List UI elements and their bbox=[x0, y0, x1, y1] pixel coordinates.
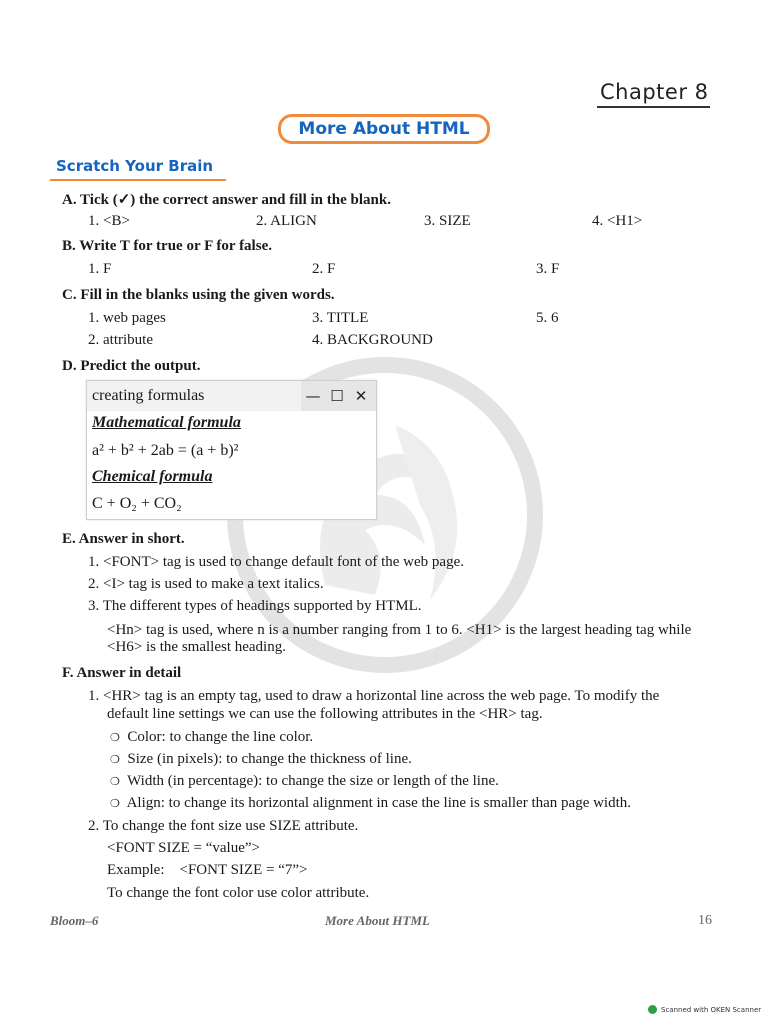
question-f-heading: F. Answer in detail bbox=[62, 665, 182, 681]
code-syntax: <FONT SIZE = “value”> bbox=[107, 840, 260, 856]
close-icon[interactable]: ✕ bbox=[354, 387, 368, 405]
chapter-title: More About HTML bbox=[298, 119, 470, 139]
math-formula-label: Mathematical formula bbox=[92, 414, 241, 431]
list-item bbox=[110, 773, 499, 790]
answer-f1-cont: default line settings we can use the following attributes in the <HR> tag. bbox=[107, 706, 543, 722]
answer-c4: 4. BACKGROUND bbox=[312, 332, 433, 348]
scanner-stamp bbox=[648, 1005, 761, 1014]
answer-e1: 1. <FONT> tag is used to change default font of the web page. bbox=[88, 554, 464, 570]
bullet-text: Color: to change the line color. bbox=[127, 729, 314, 745]
bullet-icon: ❍ bbox=[110, 753, 120, 766]
scanner-text: Scanned with OKEN Scanner bbox=[661, 1005, 762, 1014]
section-heading: Scratch Your Brain bbox=[56, 157, 214, 175]
section-underline bbox=[50, 179, 226, 181]
bullet-text: Align: to change its horizontal alignment in case the line is smaller than page width. bbox=[126, 795, 632, 811]
answer-a3: 3. SIZE bbox=[424, 213, 471, 229]
answer-a4: 4. <H1> bbox=[592, 213, 643, 229]
code-example: Example: <FONT SIZE = “7”> bbox=[107, 862, 308, 878]
answer-e3-detail: <Hn> tag is used, where n is a number ranging from 1 to 6. <H1> is the largest heading tag while bbox=[107, 622, 692, 638]
minimize-icon[interactable]: — bbox=[305, 387, 321, 405]
answer-c2: 2. attribute bbox=[88, 332, 153, 348]
scanner-logo-icon bbox=[648, 1005, 657, 1014]
question-d-heading: D. Predict the output. bbox=[62, 358, 201, 374]
window-controls bbox=[301, 381, 376, 411]
answer-c5: 5. 6 bbox=[536, 310, 559, 326]
window-title: creating formulas bbox=[92, 387, 205, 404]
list-item bbox=[110, 751, 412, 768]
chem-formula: C + O₂ + CO₂ bbox=[92, 495, 182, 512]
bullet-icon: ❍ bbox=[110, 775, 120, 788]
question-e-heading: E. Answer in short. bbox=[62, 531, 185, 547]
list-item bbox=[110, 795, 631, 812]
window-titlebar bbox=[87, 381, 376, 411]
answer-c3: 3. TITLE bbox=[312, 310, 369, 326]
chapter-label: Chapter 8 bbox=[600, 80, 709, 104]
bullet-icon: ❍ bbox=[110, 797, 120, 810]
chapter-title-box bbox=[278, 114, 490, 144]
answer-f2-note: To change the font color use color attribute. bbox=[107, 885, 370, 901]
output-window bbox=[86, 380, 377, 520]
answer-e2: 2. <I> tag is used to make a text italics. bbox=[88, 576, 324, 592]
footer-title: More About HTML bbox=[325, 913, 430, 928]
bullet-icon: ❍ bbox=[110, 731, 120, 744]
bullet-text: Size (in pixels): to change the thickness of line. bbox=[127, 751, 412, 767]
footer-book: Bloom–6 bbox=[50, 913, 99, 928]
answer-a1: 1. <B> bbox=[88, 213, 130, 229]
question-b-heading: B. Write T for true or F for false. bbox=[62, 238, 272, 254]
list-item bbox=[110, 729, 313, 746]
answer-e3-detail-2: <H6> is the smallest heading. bbox=[107, 639, 286, 655]
question-a-heading: A. Tick (✓) the correct answer and fill in the blank. bbox=[62, 192, 391, 208]
answer-f1: 1. <HR> tag is an empty tag, used to draw a horizontal line across the web page. To modify the bbox=[88, 688, 660, 704]
math-formula: a² + b² + 2ab = (a + b)² bbox=[92, 442, 239, 459]
answer-b2: 2. F bbox=[312, 261, 336, 277]
answer-f2: 2. To change the font size use SIZE attribute. bbox=[88, 818, 359, 834]
question-c-heading: C. Fill in the blanks using the given words. bbox=[62, 287, 335, 303]
answer-a2: 2. ALIGN bbox=[256, 213, 317, 229]
answer-e3: 3. The different types of headings supported by HTML. bbox=[88, 598, 422, 614]
answer-b3: 3. F bbox=[536, 261, 560, 277]
page-number: 16 bbox=[698, 913, 712, 928]
answer-c1: 1. web pages bbox=[88, 310, 166, 326]
chem-formula-label: Chemical formula bbox=[92, 468, 213, 485]
answer-b1: 1. F bbox=[88, 261, 112, 277]
bullet-text: Width (in percentage): to change the size or length of the line. bbox=[127, 773, 499, 789]
chapter-underline bbox=[597, 106, 710, 108]
maximize-icon[interactable]: ☐ bbox=[330, 387, 344, 405]
